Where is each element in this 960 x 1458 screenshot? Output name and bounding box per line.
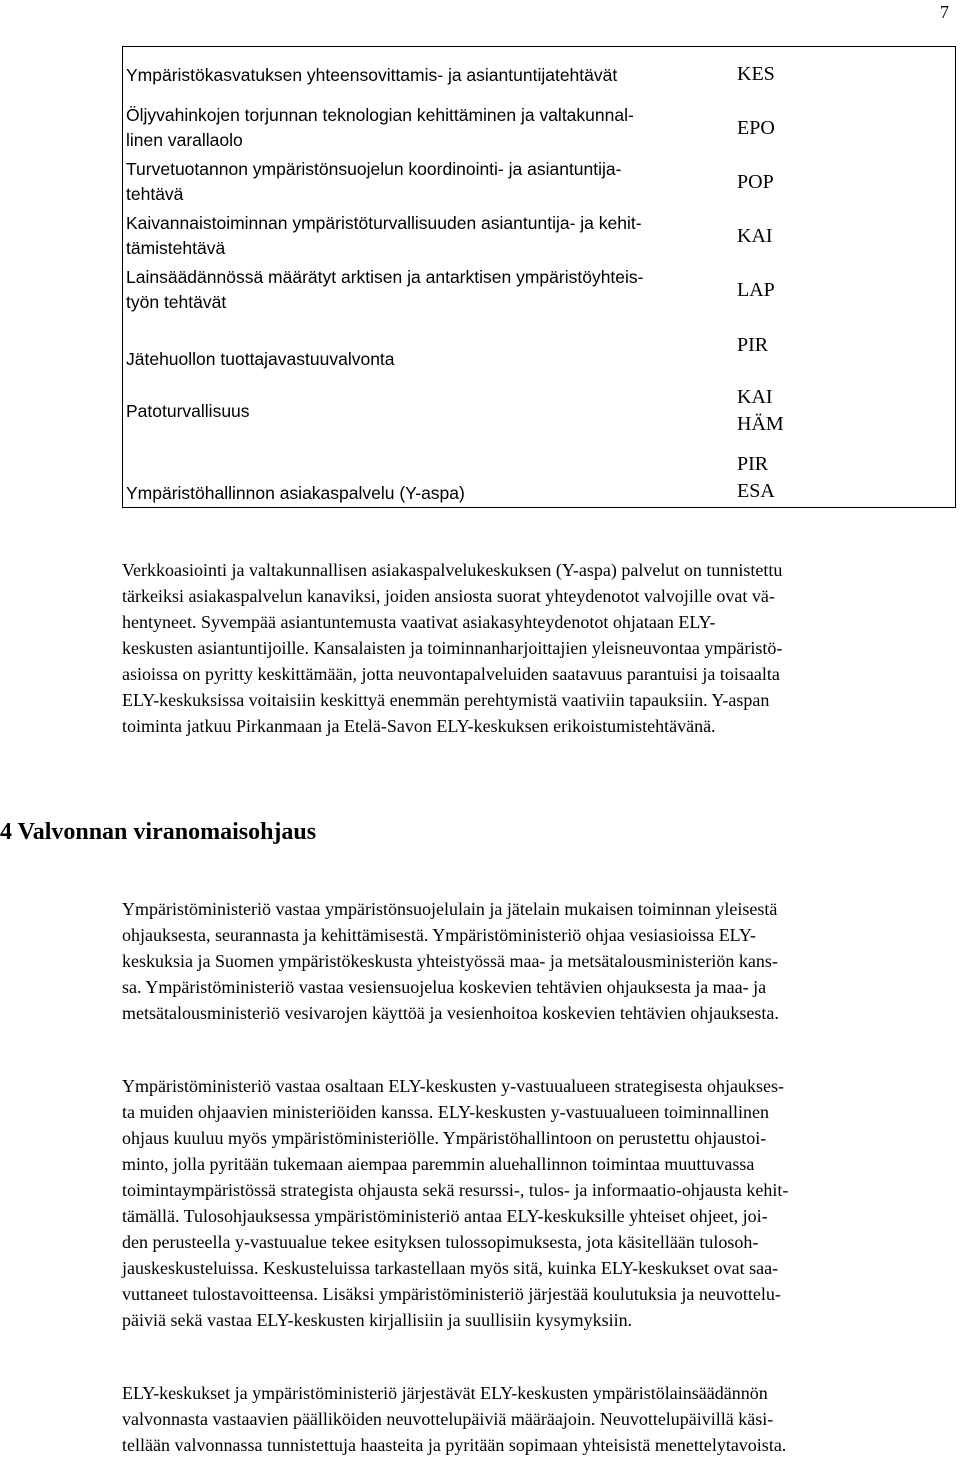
- page-number: 7: [940, 2, 949, 22]
- task-table: [122, 46, 956, 508]
- task-cell: Jätehuollon tuottajavastuuvalvonta: [126, 349, 395, 369]
- paragraph-verkkoasiointi: Verkkoasiointi ja valtakunnallisen asiakaspalvelukeskuksen (Y-aspa) palvelut on tunnistettu tärkeiksi asiakaspalvelun kanaviksi, joiden ansiosta suorat yhteydenotot valvojille ovat vä- hentyneet. Syvempää asiantuntemusta vaativat asiakasyhteydenotot ohjataan ELY- keskusten asiantuntijoille. Kansalaisten ja toiminnanharjoittajien yleisneuvontaa ympäristö- asioissa on pyritty keskittämään, jotta neuvontapalveluiden saatavuus parantuisi ja toisaalta ELY-keskuksissa voitaisiin keskittyä enemmän perehtymistä vaativiin tapauksiin. Y-aspan toiminta jatkuu Pirkanmaan ja Etelä-Savon ELY-keskuksen erikoistumistehtävänä.: [122, 560, 783, 736]
- code-cell: KAI HÄM: [737, 386, 784, 435]
- section-heading: 4 Valvonnan viranomaisohjaus: [0, 819, 317, 845]
- task-cell: Ympäristöhallinnon asiakaspalvelu (Y-aspa): [126, 483, 465, 503]
- task-cell: Ympäristökasvatuksen yhteensovittamis- ja asiantuntijatehtävät: [126, 65, 618, 85]
- task-cell: Turvetuotannon ympäristönsuojelun koordinointi- ja asiantuntija- tehtävä: [126, 159, 622, 204]
- code-cell: KAI: [737, 225, 773, 247]
- task-cell: Patoturvallisuus: [126, 401, 250, 421]
- paragraph-negotiation-days: ELY-keskukset ja ympäristöministeriö järjestävät ELY-keskusten ympäristölainsäädännön valvonnasta vastaavien päälliköiden neuvottelupäiviä määräajoin. Neuvottelupäivillä käsi- tellään valvonnassa tunnistettuja haasteita ja pyritään sopimaan yhteisistä menettelytavoista.: [122, 1383, 787, 1455]
- paragraph-ministry-responsibility: Ympäristöministeriö vastaa ympäristönsuojelulain ja jätelain mukaisen toiminnan yleisestä ohjauksesta, seurannasta ja kehittämisestä. Ympäristöministeriö ohjaa vesiasioissa ELY- keskuksia ja Suomen ympäristökeskusta yhteistyössä maa- ja metsätalousministeriön kans- sa. Ympäristöministeriö vastaa vesiensuojelua koskevien tehtävien ohjauksesta ja maa- ja metsätalousministeriö vesivarojen käyttöä ja vesienhoitoa koskevien tehtävien ohjauksesta.: [122, 899, 779, 1023]
- code-cell: EPO: [737, 117, 775, 139]
- code-cell: POP: [737, 171, 774, 193]
- task-cell: Öljyvahinkojen torjunnan teknologian kehittäminen ja valtakunnal- linen varallaolo: [126, 105, 634, 150]
- code-cell: KES: [737, 63, 775, 85]
- paragraph-strategic-steering: Ympäristöministeriö vastaa osaltaan ELY-keskusten y-vastuualueen strategisesta ohjaukses- ta muiden ohjaavien ministeriöiden kanssa. ELY-keskusten y-vastuualueen toiminnallinen ohjaus kuuluu myös ympäristöministeriölle. Ympäristöhallintoon on perustettu ohjaustoi- minto, jolla pyritään tukemaan aiempaa paremmin aluehallinnon toimintaa muuttuvassa toimintaympäristössä strategista ohjausta sekä resurssi-, tulos- ja informaatio-ohjausta kehit- tämällä. Tulosohjauksessa ympäristöministeriö antaa ELY-keskuksille yhteiset ohjeet, joi- den perusteella y-vastuualue tekee esityksen tulossopimuksesta, jota käsitellään tulosoh- jauskeskusteluissa. Keskusteluissa tarkastellaan myös sitä, kuinka ELY-keskukset ovat saa- vuttaneet tulostavoitteensa. Lisäksi ympäristöministeriö järjestää koulutuksia ja neuvottelu- päiviä sekä vastaa ELY-keskusten kirjallisiin ja suullisiin kysymyksiin.: [122, 1076, 789, 1330]
- code-cell: PIR ESA: [737, 453, 775, 502]
- code-cell: LAP: [737, 279, 775, 301]
- code-cell: PIR: [737, 334, 769, 356]
- task-cell: Kaivannaistoiminnan ympäristöturvallisuuden asiantuntija- ja kehit- tämistehtävä: [126, 213, 642, 258]
- task-cell: Lainsäädännössä määrätyt arktisen ja antarktisen ympäristöyhteis- työn tehtävät: [126, 267, 644, 312]
